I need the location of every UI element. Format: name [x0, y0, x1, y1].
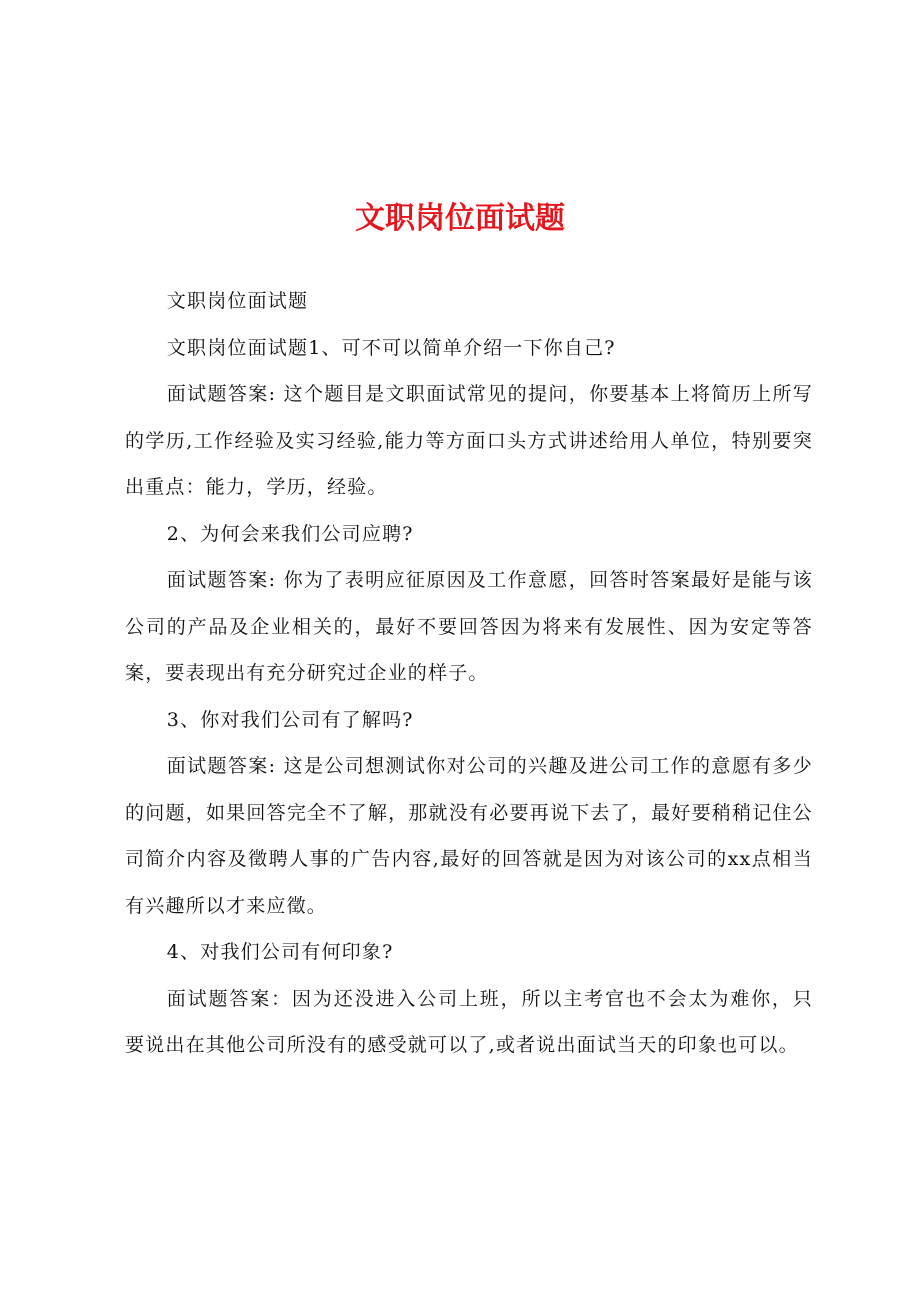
paragraph: 面试题答案：因为还没进入公司上班，所以主考官也不会太为难你，只要说出在其他公司所没有的感受就可以了,或者说出面试当天的印象也可以。: [125, 987, 813, 1056]
paragraph: 3、你对我们公司有了解吗?: [166, 708, 414, 731]
paragraph: 面试题答案: 这个题目是文职面试常见的提问，你要基本上将简历上所写的学历,工作经验及实习经验,能力等方面口头方式讲述给用人单位，特别要突出重点：能力，学历，经验。: [125, 383, 813, 498]
paragraph: 文职岗位面试题: [166, 290, 309, 312]
paragraph: 面试题答案: 这是公司想测试你对公司的兴趣及进公司工作的意愿有多少的问题，如果回答完全不了解，那就没有必要再说下去了，最好要稍稍记住公司简介内容及徵聘人事的广告内容,最好的回答就是因为对该公司的xx点相当有兴趣所以才来应徵。: [125, 755, 813, 917]
document-title: 文职岗位面试题: [355, 201, 565, 236]
document-body: [125, 278, 813, 1069]
paragraph: 4、对我们公司有何印象?: [166, 941, 394, 963]
paragraph: 面试题答案: 你为了表明应征原因及工作意愿，回答时答案最好是能与该公司的产品及企业相关的，最好不要回答因为将来有发展性、因为安定等答案，要表现出有充分研究过企业的样子。: [125, 569, 813, 684]
paragraph: 2、为何会来我们公司应聘?: [166, 522, 414, 545]
paragraph: 文职岗位面试题1、可不可以简单介绍一下你自己?: [166, 336, 616, 359]
